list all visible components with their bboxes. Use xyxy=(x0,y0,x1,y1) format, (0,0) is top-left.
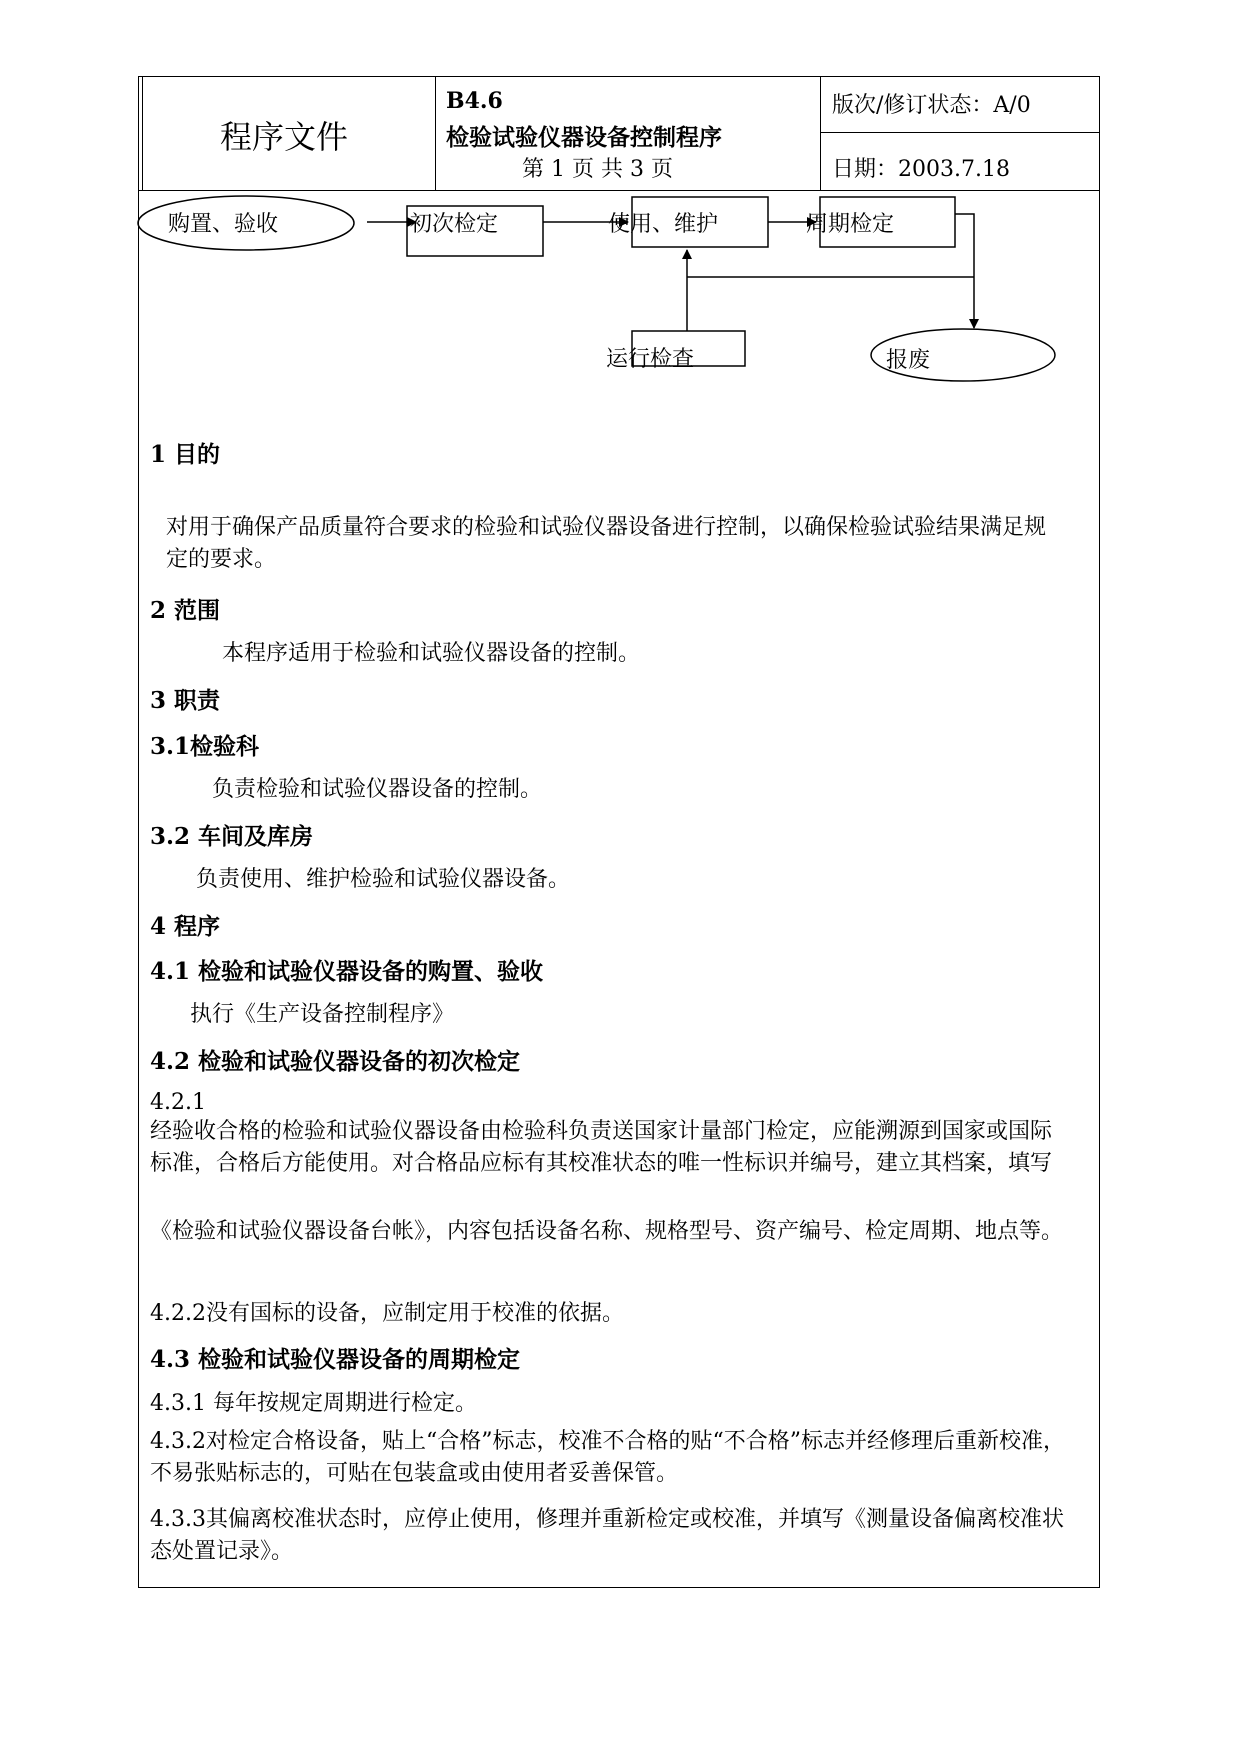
section-1-text: 对用于确保产品质量符合要求的检验和试验仪器设备进行控制，以确保检验试验结果满足规定的要求。 xyxy=(166,515,1047,572)
doc-title: 检验试验仪器设备控制程序 xyxy=(446,124,722,151)
section-1-title: 1 目的 xyxy=(150,441,221,468)
section-4-3-2-text: 4.3.2对检定合格设备，贴上“合格”标志，校准不合格的贴“不合格”标志并经修理后重新校准，不易张贴标志的，可贴在包装盒或由使用者妥善保管。 xyxy=(150,1429,1065,1486)
scrap-label: 报废 xyxy=(886,348,931,373)
section-4-title: 4 程序 xyxy=(150,913,221,940)
left-title: 程序文件 xyxy=(220,118,349,156)
section-4-1-title: 4.1 检验和试验仪器设备的购置、验收 xyxy=(150,958,544,985)
section-3-1-text: 负责检验和试验仪器设备的控制。 xyxy=(212,777,543,802)
section-4-2-1-text-2: 《检验和试验仪器设备台帐》，内容包括设备名称、规格型号、资产编号、检定周期、地点等。 xyxy=(150,1219,1064,1244)
section-4-1-text: 执行《生产设备控制程序》 xyxy=(190,1002,455,1027)
section-4-3-title: 4.3 检验和试验仪器设备的周期检定 xyxy=(150,1346,521,1373)
page-info: 第 1 页 共 3 页 xyxy=(522,157,673,182)
section-3-2-text: 负责使用、维护检验和试验仪器设备。 xyxy=(196,867,571,892)
initial-label: 初次检定 xyxy=(410,212,499,237)
section-3-title: 3 职责 xyxy=(150,687,221,714)
section-2-title: 2 范围 xyxy=(150,597,221,624)
periodic-label: 周期检定 xyxy=(806,212,895,237)
section-3-2-title: 3.2 车间及库房 xyxy=(150,823,314,850)
flowchart xyxy=(0,0,1241,400)
section-4-2-title: 4.2 检验和试验仪器设备的初次检定 xyxy=(150,1048,521,1075)
revision-status: 版次/修订状态：A/0 xyxy=(832,93,1031,118)
section-4-2-1-text: 经验收合格的检验和试验仪器设备由检验科负责送国家计量部门检定，应能溯源到国家或国际标准，合格后方能使用。对合格品应标有其校准状态的唯一性标识并编号，建立其档案，填写 xyxy=(150,1119,1053,1176)
use-label: 使用、维护 xyxy=(608,212,719,237)
section-4-2-1-number: 4.2.1 xyxy=(150,1090,206,1115)
purchase-label: 购置、验收 xyxy=(168,212,279,237)
section-4-2-2-text: 4.2.2没有国标的设备，应制定用于校准的依据。 xyxy=(150,1301,624,1326)
section-3-1-title: 3.1检验科 xyxy=(150,733,260,760)
arrow-periodic-scrap xyxy=(955,214,974,328)
section-4-3-1-text: 4.3.1 每年按规定周期进行检定。 xyxy=(150,1391,477,1416)
section-4-3-3-text: 4.3.3其偏离校准状态时，应停止使用，修理并重新检定或校准，并填写《测量设备偏离校准状态处置记录》。 xyxy=(150,1507,1064,1564)
section-2-text: 本程序适用于检验和试验仪器设备的控制。 xyxy=(222,641,641,666)
date: 日期：2003.7.18 xyxy=(832,157,1010,182)
inspection-label: 运行检查 xyxy=(606,347,695,372)
doc-code: B4.6 xyxy=(446,88,503,114)
